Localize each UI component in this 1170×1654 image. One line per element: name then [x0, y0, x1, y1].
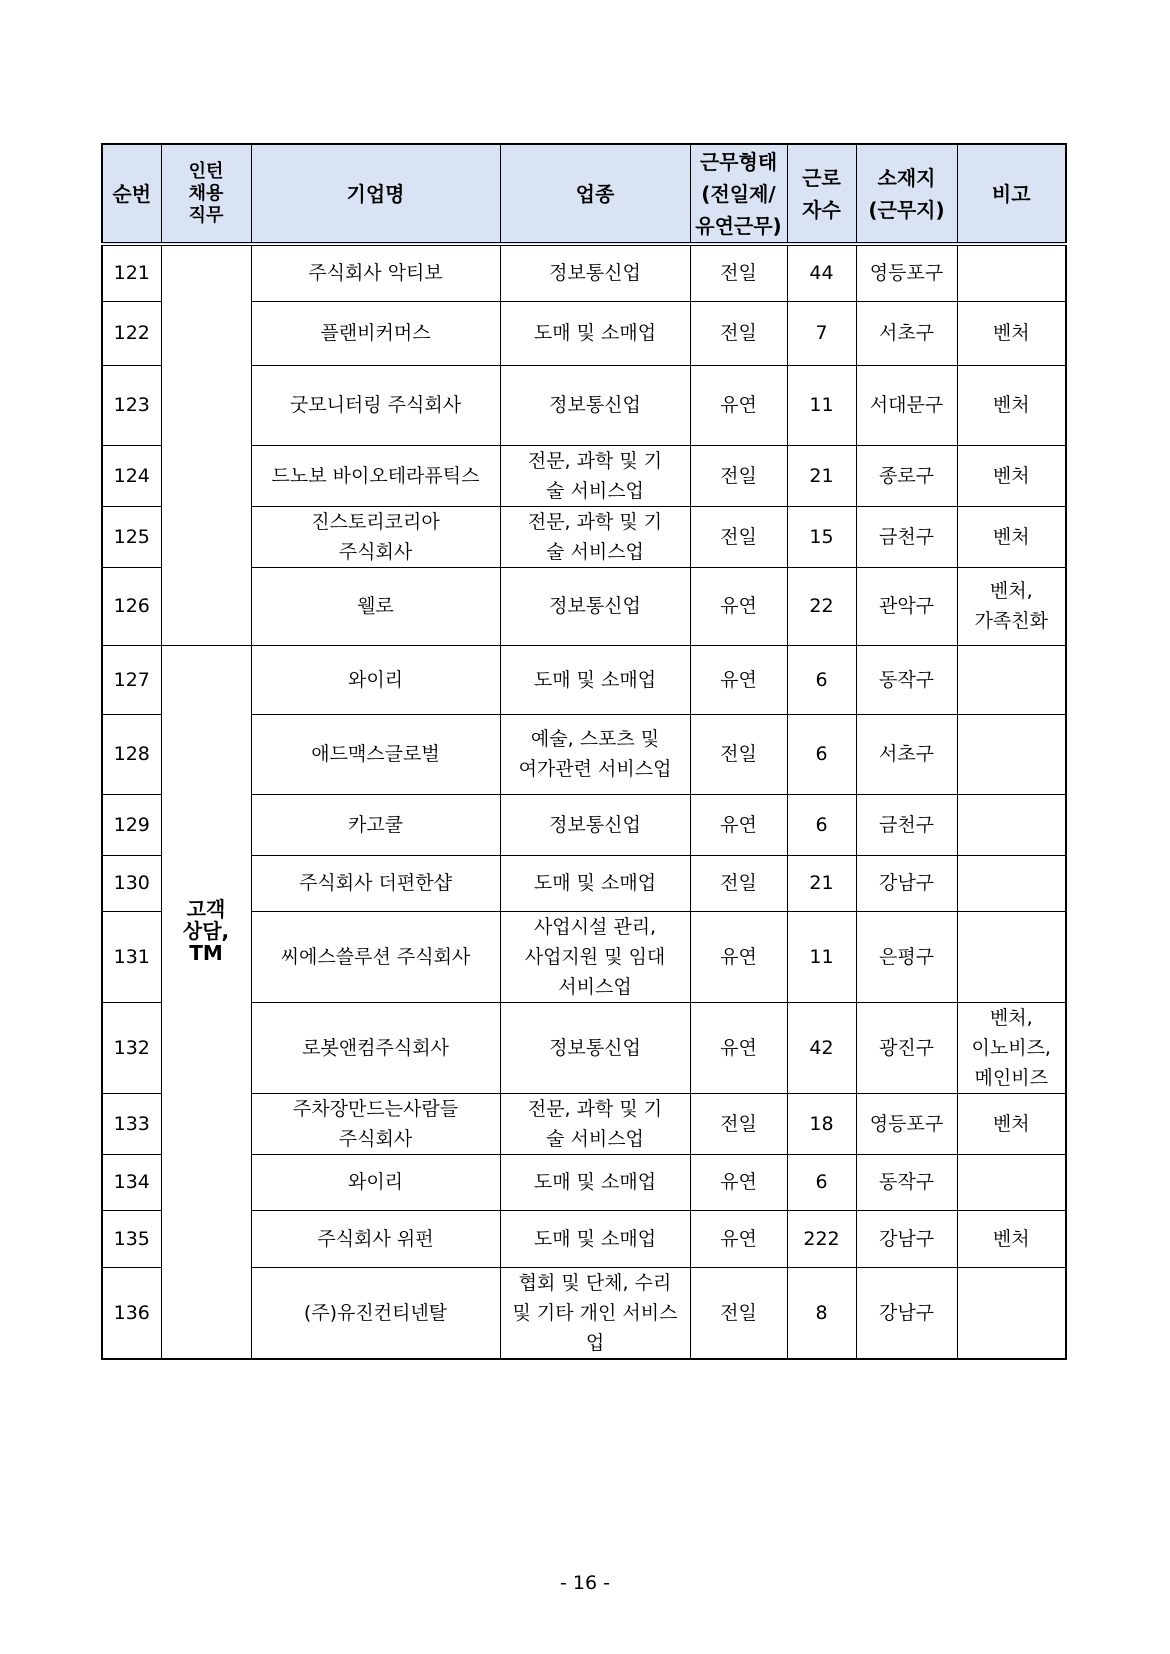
- industry: 전문, 과학 및 기 술 서비스업: [500, 506, 690, 567]
- company-name: 와이리: [251, 1154, 500, 1210]
- location: 금천구: [856, 794, 957, 855]
- work-type: 유연: [690, 1002, 787, 1093]
- job-category: 고객 상담, TM: [161, 645, 251, 1359]
- work-type: 전일: [690, 1267, 787, 1359]
- note: [957, 1154, 1066, 1210]
- header-job: 인턴 채용 직무: [161, 144, 251, 244]
- worker-count: 15: [787, 506, 856, 567]
- industry: 정보통신업: [500, 365, 690, 445]
- note: [957, 911, 1066, 1002]
- header-row: [102, 144, 1066, 244]
- note: [957, 1267, 1066, 1359]
- note: 벤처: [957, 1210, 1066, 1267]
- note: 벤처: [957, 365, 1066, 445]
- company-name: 주식회사 더편한샵: [251, 855, 500, 911]
- location: 종로구: [856, 445, 957, 506]
- header-note: 비고: [957, 144, 1066, 244]
- row-number: 122: [102, 301, 161, 365]
- industry: 정보통신업: [500, 567, 690, 645]
- note: 벤처, 이노비즈, 메인비즈: [957, 1002, 1066, 1093]
- industry: 정보통신업: [500, 244, 690, 301]
- note: [957, 794, 1066, 855]
- industry: 협회 및 단체, 수리 및 기타 개인 서비스업: [500, 1267, 690, 1359]
- industry: 전문, 과학 및 기 술 서비스업: [500, 1093, 690, 1154]
- industry: 도매 및 소매업: [500, 1210, 690, 1267]
- row-number: 136: [102, 1267, 161, 1359]
- worker-count: 11: [787, 365, 856, 445]
- work-type: 전일: [690, 855, 787, 911]
- work-type: 유연: [690, 567, 787, 645]
- row-number: 135: [102, 1210, 161, 1267]
- row-number: 133: [102, 1093, 161, 1154]
- company-name: 애드맥스글로벌: [251, 714, 500, 794]
- company-name: 와이리: [251, 645, 500, 714]
- row-number: 129: [102, 794, 161, 855]
- note: 벤처, 가족친화: [957, 567, 1066, 645]
- industry: 정보통신업: [500, 1002, 690, 1093]
- work-type: 전일: [690, 244, 787, 301]
- worker-count: 8: [787, 1267, 856, 1359]
- company-table: [101, 143, 1067, 1360]
- industry: 도매 및 소매업: [500, 1154, 690, 1210]
- industry: 사업시설 관리, 사업지원 및 임대 서비스업: [500, 911, 690, 1002]
- table-row: [102, 645, 1066, 714]
- company-name: 주차장만드는사람들 주식회사: [251, 1093, 500, 1154]
- location: 영등포구: [856, 1093, 957, 1154]
- worker-count: 6: [787, 645, 856, 714]
- worker-count: 6: [787, 714, 856, 794]
- location: 강남구: [856, 1210, 957, 1267]
- worker-count: 6: [787, 1154, 856, 1210]
- note: 벤처: [957, 445, 1066, 506]
- worker-count: 44: [787, 244, 856, 301]
- company-name: 주식회사 위펀: [251, 1210, 500, 1267]
- work-type: 유연: [690, 794, 787, 855]
- table-row: [102, 244, 1066, 301]
- row-number: 121: [102, 244, 161, 301]
- industry: 예술, 스포츠 및 여가관련 서비스업: [500, 714, 690, 794]
- location: 서초구: [856, 301, 957, 365]
- location: 서초구: [856, 714, 957, 794]
- location: 동작구: [856, 1154, 957, 1210]
- company-name: 로봇앤컴주식회사: [251, 1002, 500, 1093]
- location: 영등포구: [856, 244, 957, 301]
- company-name: (주)유진컨티넨탈: [251, 1267, 500, 1359]
- company-name: 굿모니터링 주식회사: [251, 365, 500, 445]
- work-type: 전일: [690, 301, 787, 365]
- work-type: 유연: [690, 1154, 787, 1210]
- worker-count: 7: [787, 301, 856, 365]
- location: 강남구: [856, 855, 957, 911]
- row-number: 126: [102, 567, 161, 645]
- industry: 전문, 과학 및 기 술 서비스업: [500, 445, 690, 506]
- worker-count: 11: [787, 911, 856, 1002]
- worker-count: 222: [787, 1210, 856, 1267]
- work-type: 유연: [690, 365, 787, 445]
- work-type: 유연: [690, 911, 787, 1002]
- row-number: 127: [102, 645, 161, 714]
- header-work-type: 근무형태 (전일제/ 유연근무): [690, 144, 787, 244]
- note: [957, 244, 1066, 301]
- row-number: 125: [102, 506, 161, 567]
- location: 서대문구: [856, 365, 957, 445]
- row-number: 134: [102, 1154, 161, 1210]
- company-name: 드노보 바이오테라퓨틱스: [251, 445, 500, 506]
- company-name: 진스토리코리아 주식회사: [251, 506, 500, 567]
- row-number: 131: [102, 911, 161, 1002]
- industry: 정보통신업: [500, 794, 690, 855]
- worker-count: 18: [787, 1093, 856, 1154]
- company-name: 플랜비커머스: [251, 301, 500, 365]
- location: 금천구: [856, 506, 957, 567]
- location: 동작구: [856, 645, 957, 714]
- location: 관악구: [856, 567, 957, 645]
- header-location: 소재지 (근무지): [856, 144, 957, 244]
- location: 은평구: [856, 911, 957, 1002]
- work-type: 전일: [690, 506, 787, 567]
- work-type: 유연: [690, 645, 787, 714]
- header-no: 순번: [102, 144, 161, 244]
- worker-count: 6: [787, 794, 856, 855]
- industry: 도매 및 소매업: [500, 301, 690, 365]
- header-workers: 근로 자수: [787, 144, 856, 244]
- work-type: 전일: [690, 1093, 787, 1154]
- row-number: 128: [102, 714, 161, 794]
- location: 강남구: [856, 1267, 957, 1359]
- job-category: [161, 244, 251, 645]
- row-number: 123: [102, 365, 161, 445]
- worker-count: 22: [787, 567, 856, 645]
- work-type: 전일: [690, 714, 787, 794]
- header-industry: 업종: [500, 144, 690, 244]
- worker-count: 42: [787, 1002, 856, 1093]
- company-name: 씨에스쓸루션 주식회사: [251, 911, 500, 1002]
- row-number: 124: [102, 445, 161, 506]
- worker-count: 21: [787, 445, 856, 506]
- note: 벤처: [957, 1093, 1066, 1154]
- work-type: 전일: [690, 445, 787, 506]
- note: 벤처: [957, 301, 1066, 365]
- company-name: 웰로: [251, 567, 500, 645]
- note: [957, 714, 1066, 794]
- company-name: 카고쿨: [251, 794, 500, 855]
- company-name: 주식회사 악티보: [251, 244, 500, 301]
- industry: 도매 및 소매업: [500, 855, 690, 911]
- row-number: 132: [102, 1002, 161, 1093]
- header-company: 기업명: [251, 144, 500, 244]
- note: 벤처: [957, 506, 1066, 567]
- location: 광진구: [856, 1002, 957, 1093]
- worker-count: 21: [787, 855, 856, 911]
- note: [957, 855, 1066, 911]
- note: [957, 645, 1066, 714]
- work-type: 유연: [690, 1210, 787, 1267]
- industry: 도매 및 소매업: [500, 645, 690, 714]
- row-number: 130: [102, 855, 161, 911]
- page-number: - 16 -: [560, 1572, 610, 1594]
